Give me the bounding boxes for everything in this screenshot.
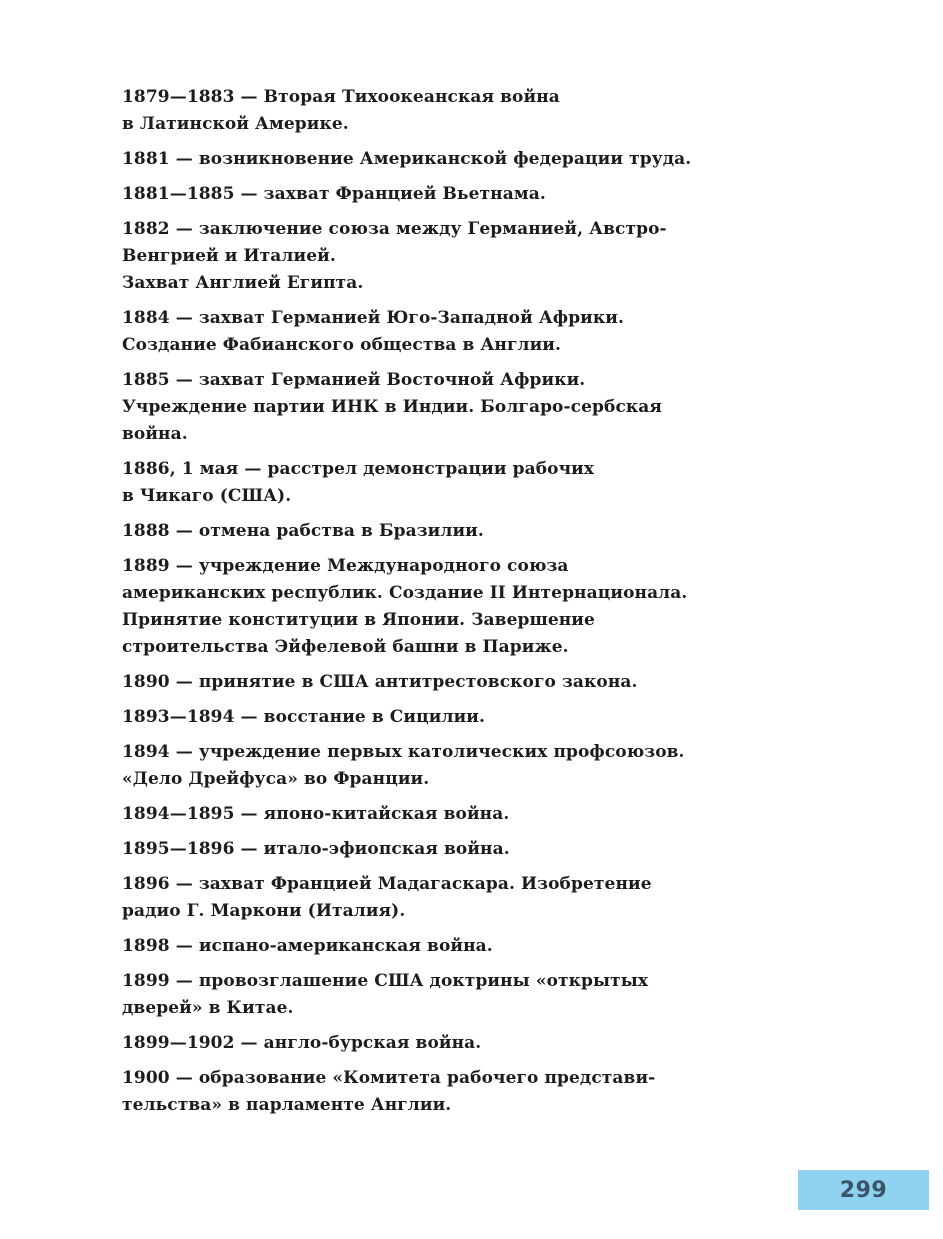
entry-line: 1899 — провозглашение США доктрины «открытых: [122, 971, 649, 991]
entry-line: 1889 — учреждение Международного союза: [122, 556, 569, 576]
chronology-entry-1894: [122, 739, 702, 793]
entry-line: американских республик. Создание II Интернационала.: [122, 583, 688, 603]
entry-line: тельства» в парламенте Англии.: [122, 1095, 452, 1115]
page-number: 299: [839, 1177, 888, 1203]
entry-line: 1884 — захват Германией Юго-Западной Африки.: [122, 308, 624, 328]
chronology-entry-1889: [122, 553, 702, 661]
entry-line: строительства Эйфелевой башни в Париже.: [122, 637, 569, 657]
chronology-entry-1896: [122, 871, 702, 925]
entry-line: 1900 — образование «Комитета рабочего представи-: [122, 1068, 656, 1088]
entry-line: 1894—1895 — японо-китайская война.: [122, 804, 510, 824]
entry-line: 1886, 1 мая — расстрел демонстрации рабочих: [122, 459, 595, 479]
chronology-entry-1881: [122, 146, 702, 173]
entry-line: 1881—1885 — захват Францией Вьетнама.: [122, 184, 546, 204]
entry-line: в Латинской Америке.: [122, 114, 349, 134]
chronology-entry-1890: [122, 669, 702, 696]
entry-line: 1885 — захват Германией Восточной Африки.: [122, 370, 586, 390]
chronology-entry-1885: [122, 367, 702, 448]
entry-line: война.: [122, 424, 188, 444]
entry-line: 1896 — захват Францией Мадагаскара. Изобретение: [122, 874, 652, 894]
entry-line: 1895—1896 — итало-эфиопская война.: [122, 839, 510, 859]
entry-line: 1879—1883 — Вторая Тихоокеанская война: [122, 87, 560, 107]
entry-line: 1888 — отмена рабства в Бразилии.: [122, 521, 484, 541]
entry-line: Захват Англией Египта.: [122, 273, 364, 293]
entry-line: Принятие конституции в Японии. Завершение: [122, 610, 595, 630]
chronology-entry-1894-1895: [122, 801, 702, 828]
entry-line: 1898 — испано-американская война.: [122, 936, 493, 956]
entry-line: Учреждение партии ИНК в Индии. Болгаро-сербская: [122, 397, 663, 417]
chronology-entry-1899-1902: [122, 1030, 702, 1057]
entry-line: 1890 — принятие в США антитрестовского закона.: [122, 672, 638, 692]
entry-line: в Чикаго (США).: [122, 486, 292, 506]
chronology-entry-1879: [122, 84, 702, 138]
page-number-box: [798, 1170, 929, 1210]
chronology-entry-1884: [122, 305, 702, 359]
chronology-entry-1898: [122, 933, 702, 960]
chronology-entry-1893-1894: [122, 704, 702, 731]
chronology-entry-1895-1896: [122, 836, 702, 863]
chronology-entry-1888: [122, 518, 702, 545]
chronology-entry-1900: [122, 1065, 702, 1119]
chronology-entry-1882: [122, 216, 702, 297]
entry-line: 1899—1902 — англо-бурская война.: [122, 1033, 482, 1053]
entry-line: Венгрией и Италией.: [122, 246, 336, 266]
chronology-entry-1899: [122, 968, 702, 1022]
entry-line: 1894 — учреждение первых католических профсоюзов.: [122, 742, 685, 762]
entry-line: «Дело Дрейфуса» во Франции.: [122, 769, 430, 789]
chronology-entry-1886: [122, 456, 702, 510]
entry-line: Создание Фабианского общества в Англии.: [122, 335, 562, 355]
entry-line: 1893—1894 — восстание в Сицилии.: [122, 707, 486, 727]
entry-line: дверей» в Китае.: [122, 998, 294, 1018]
chronology-list: [122, 84, 702, 1127]
entry-line: радио Г. Маркони (Италия).: [122, 901, 406, 921]
entry-line: 1882 — заключение союза между Германией, Австро-: [122, 219, 667, 239]
entry-line: 1881 — возникновение Американской федерации труда.: [122, 149, 692, 169]
chronology-entry-1881-1885: [122, 181, 702, 208]
